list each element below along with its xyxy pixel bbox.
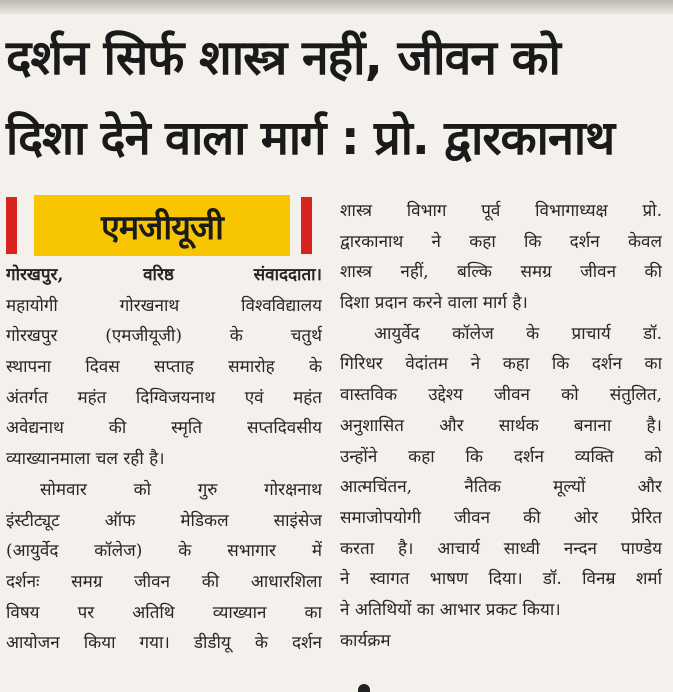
body-line: व्याख्यानमाला चल रही है। xyxy=(6,449,165,470)
body-line: आयुर्वेद कॉलेज के प्राचार्य डॉ. xyxy=(374,323,662,344)
body-line: इंस्टीट्यूट ऑफ मेडिकल साइंसेज xyxy=(6,510,322,531)
tag-bar-right xyxy=(301,197,312,254)
tag-highlight xyxy=(34,195,290,256)
body-line: शास्त्र नहीं, बल्कि समग्र जीवन की xyxy=(340,262,662,283)
body-line: सोमवार को गुरु गोरक्षनाथ xyxy=(40,479,322,500)
body-line: अनुशासित और सार्थक बनाना है। xyxy=(340,415,662,436)
body-line: (आयुर्वेद कॉलेज) के सभागार में xyxy=(6,541,322,562)
tag-bar-left xyxy=(6,197,17,254)
body-line: द्वारकानाथ ने कहा कि दर्शन केवल xyxy=(340,231,662,252)
body-line: महायोगी गोरखनाथ विश्वविद्यालय xyxy=(6,295,322,316)
body-line: आयोजन किया गया। डीडीयू के दर्शन xyxy=(6,633,322,654)
body-line: विषय पर अतिथि व्याख्यान का xyxy=(6,602,322,623)
body-line: गिरिधर वेदांतम ने कहा कि दर्शन का xyxy=(340,354,662,375)
body-line: शास्त्र विभाग पूर्व विभागाध्यक्ष प्रो. xyxy=(340,201,662,221)
headline-line-1: दर्शन सिर्फ शास्त्र नहीं, जीवन को xyxy=(6,30,560,86)
body-line: ने स्वागत भाषण दिया। डॉ. विनम्र शर्मा xyxy=(340,569,662,590)
body-line: गोरखपुर (एमजीयूजी) के चतुर्थ xyxy=(6,326,322,347)
cropped-previous-article-strip xyxy=(0,0,673,14)
body-line: आत्मचिंतन, नैतिक मूल्यों और xyxy=(340,477,662,498)
dateline: गोरखपुर, वरिष्ठ संवाददाता। xyxy=(6,265,322,285)
body-line: अवेद्यनाथ की स्मृति सप्तदिवसीय xyxy=(6,418,322,439)
body-line: अंतर्गत महंत दिग्विजयनाथ एवं महंत xyxy=(6,387,322,408)
body-line: दिशा प्रदान करने वाला मार्ग है। xyxy=(340,293,528,314)
article-column-left xyxy=(6,260,322,659)
section-tag xyxy=(6,195,316,256)
body-line: करता है। आचार्य साध्वी नन्दन पाण्डेय xyxy=(340,538,662,559)
subheading-stub: कार्यक्रम xyxy=(340,630,391,651)
body-line: वास्तविक उद्देश्य जीवन को संतुलित, xyxy=(340,385,662,406)
body-line: समाजोपयोगी जीवन की ओर प्रेरित xyxy=(340,507,662,528)
body-line: दर्शनः समग्र जीवन की आधारशिला xyxy=(6,571,322,592)
article-column-right xyxy=(340,196,662,656)
body-line: स्थापना दिवस सप्ताह समारोह के xyxy=(6,357,322,378)
cropped-footer-mark xyxy=(358,684,370,692)
body-line: उन्होंने कहा कि दर्शन व्यक्ति को xyxy=(340,446,662,467)
body-line: ने अतिथियों का आभार प्रकट किया। xyxy=(340,599,561,620)
tag-label: एमजीयूजी xyxy=(101,207,223,248)
headline-line-2: दिशा देने वाला मार्ग : प्रो. द्वारकानाथ xyxy=(6,111,615,166)
